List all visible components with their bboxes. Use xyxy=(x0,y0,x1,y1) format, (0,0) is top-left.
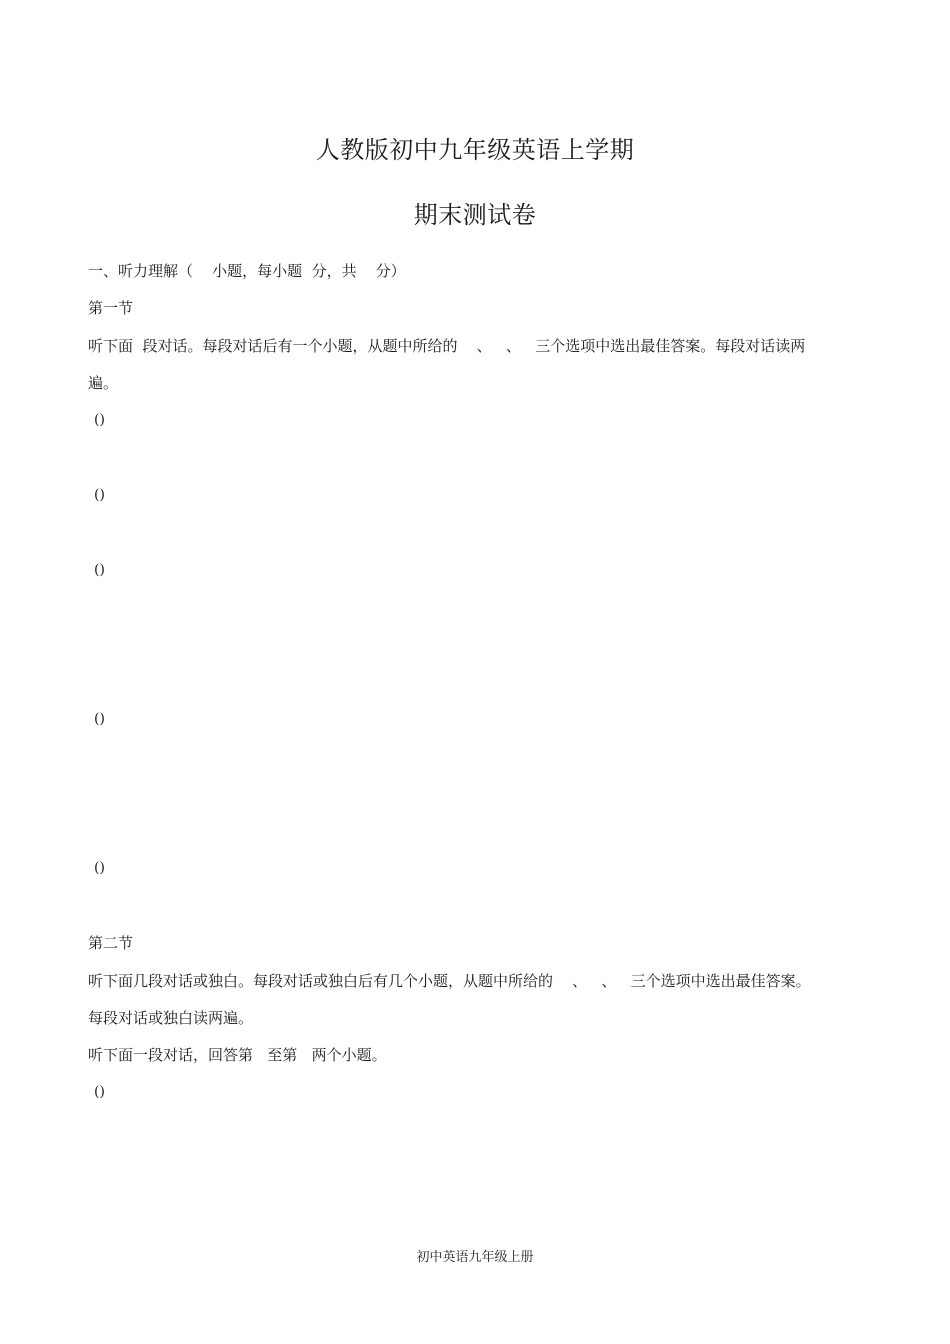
answer-blank-q5: () xyxy=(94,860,105,876)
answer-blank-q6: () xyxy=(94,1084,105,1100)
answer-blank-q3: () xyxy=(94,562,105,578)
part2-label: 第二节 xyxy=(88,934,134,952)
part2-instruction-line2: 每段对话或独白读两遍。 xyxy=(88,1009,254,1027)
document-subtitle: 期末测试卷 xyxy=(413,201,537,229)
part1-instruction-line2: 遍。 xyxy=(88,374,119,392)
section-heading-listening: 一、听力理解（ 小题，每小题 分，共 分） xyxy=(88,262,406,280)
answer-blank-q2: () xyxy=(94,487,105,503)
part2-sub-instruction: 听下面一段对话，回答第 至第 两个小题。 xyxy=(88,1046,387,1064)
part2-instruction-line1: 听下面几段对话或独白。每段对话或独白后有几个小题，从题中所给的 、 、 三个选项中选出最佳答案。 xyxy=(88,972,811,990)
answer-blank-q1: () xyxy=(94,412,105,428)
part1-instruction-line1: 听下面 段对话。每段对话后有一个小题，从题中所给的 、 、 三个选项中选出最佳答案。每段对话读两 xyxy=(88,337,806,355)
part1-label: 第一节 xyxy=(88,299,134,317)
document-title: 人教版初中九年级英语上学期 xyxy=(315,136,635,164)
answer-blank-q4: () xyxy=(94,711,105,727)
page-footer: 初中英语九年级上册 xyxy=(416,1250,534,1265)
